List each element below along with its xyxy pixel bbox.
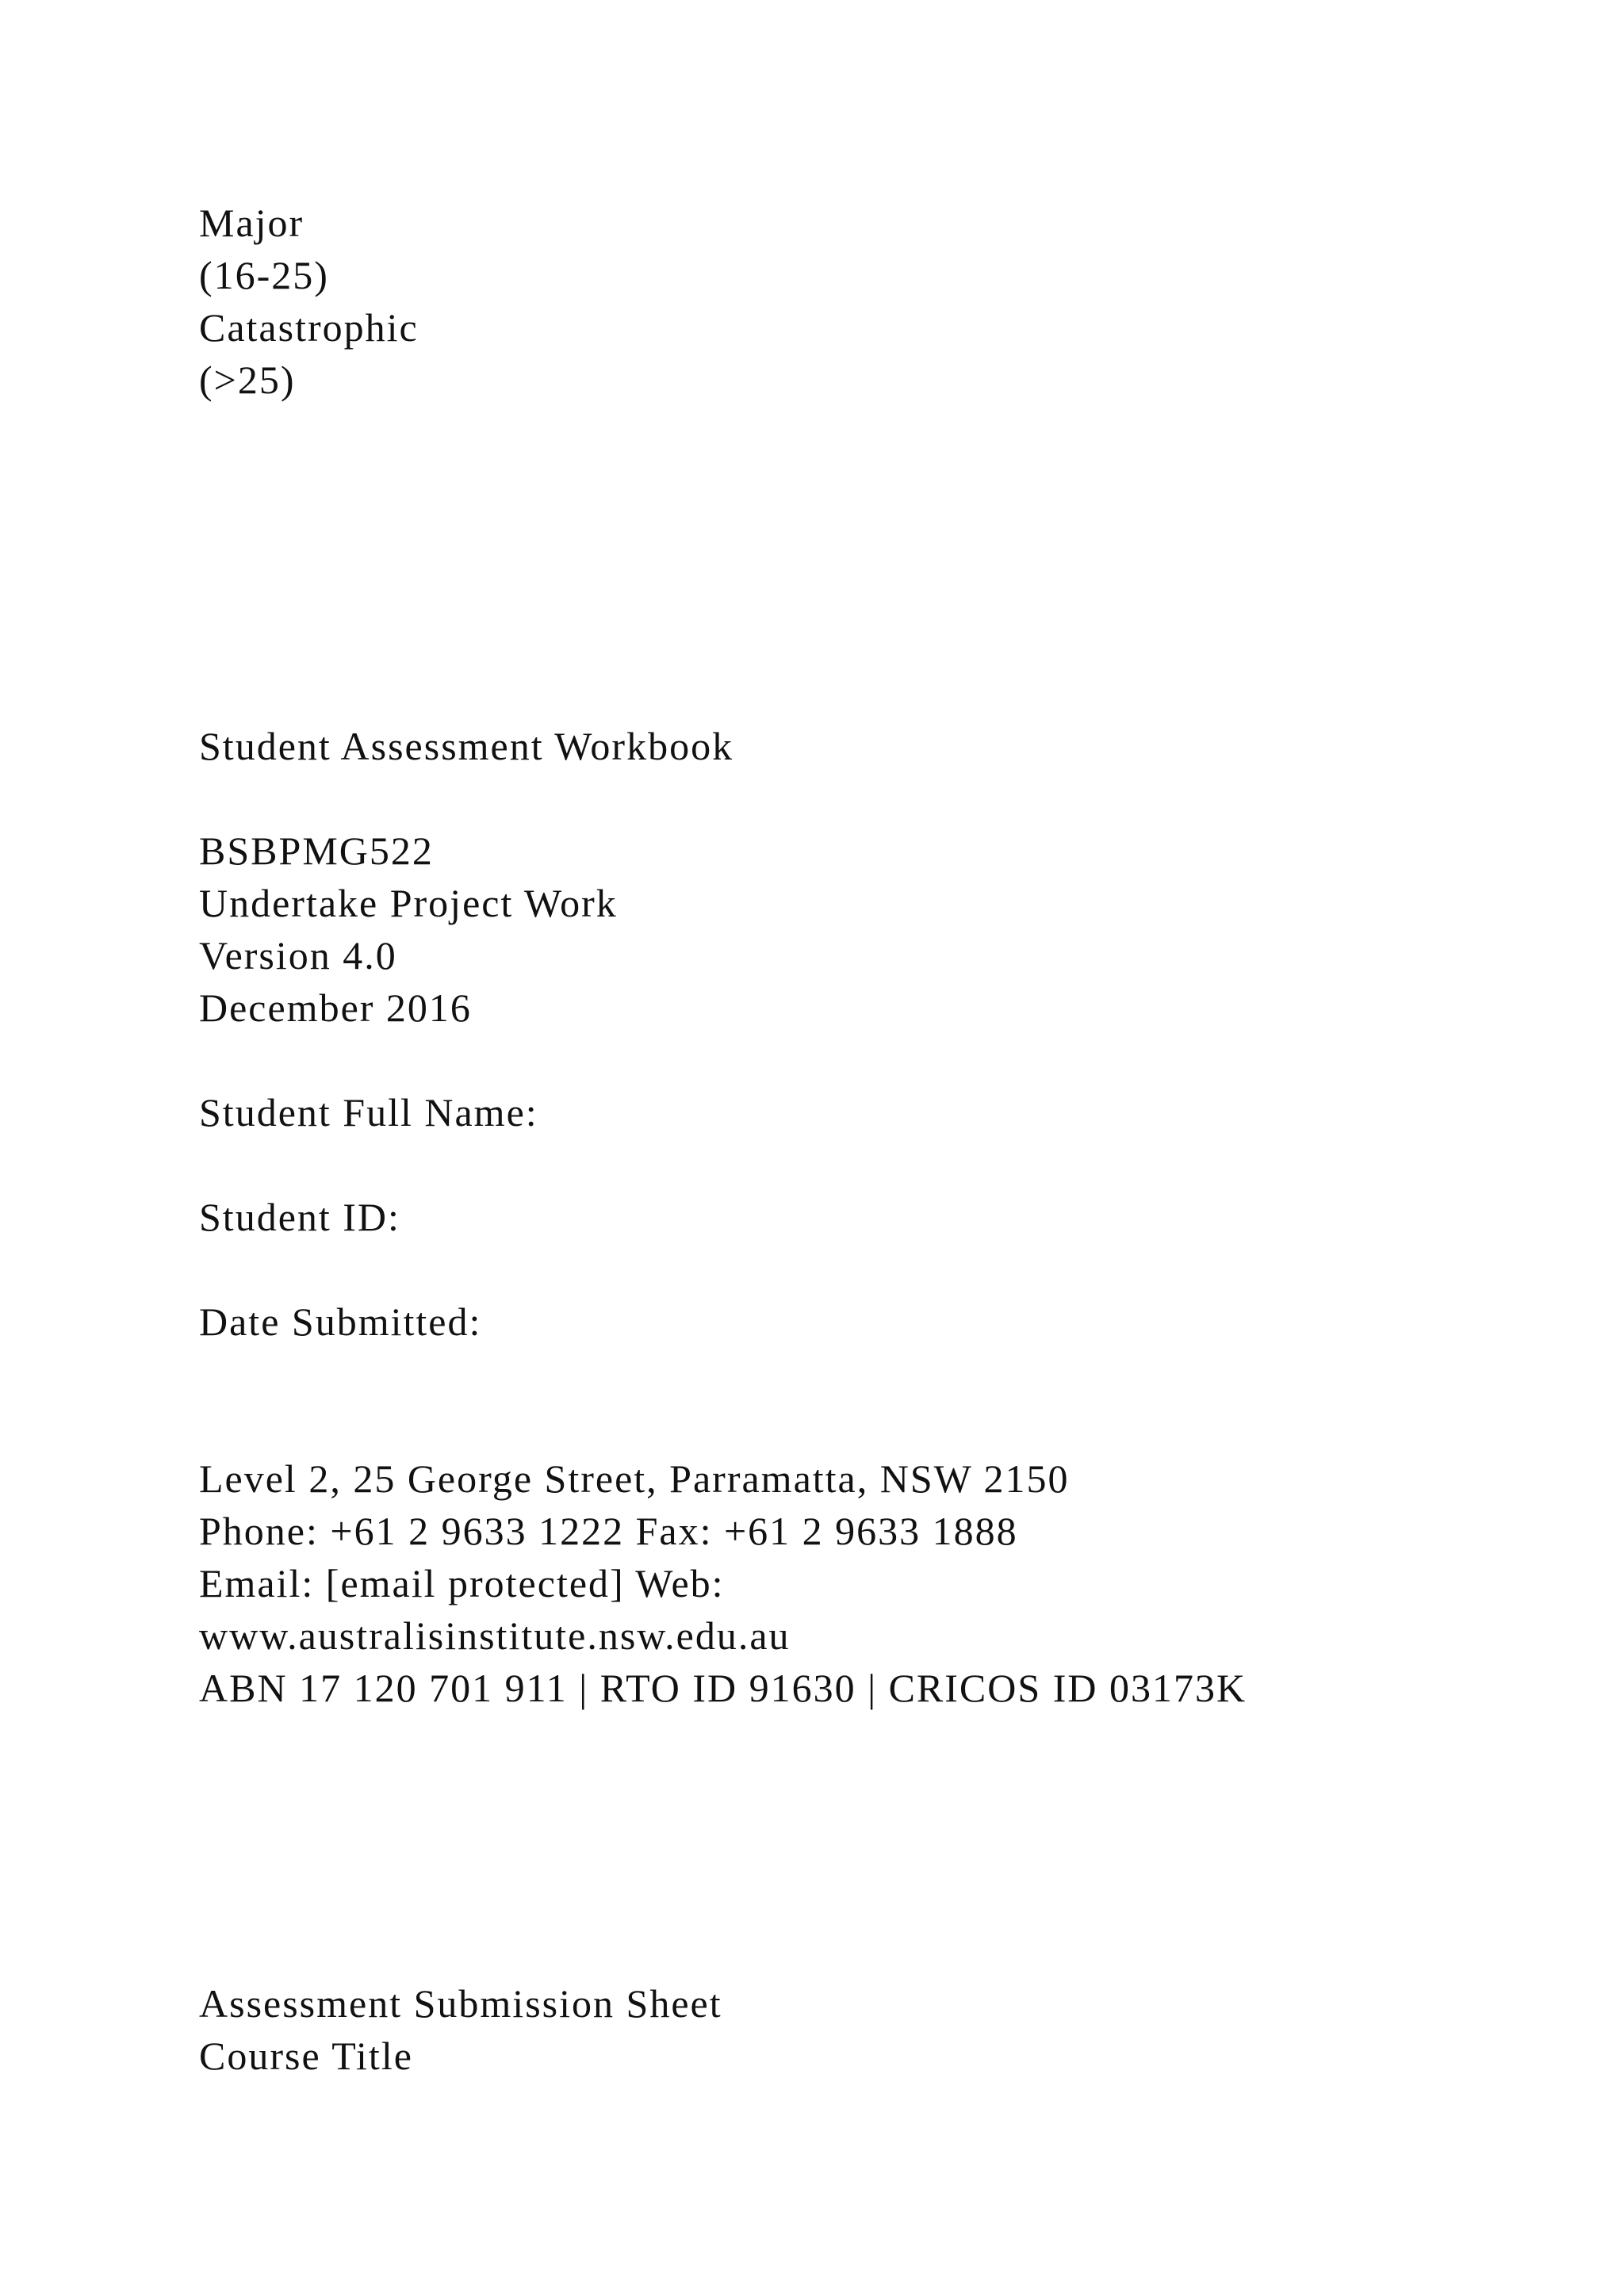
version-label: Version 4.0 xyxy=(199,933,397,978)
workbook-title: Student Assessment Workbook xyxy=(199,724,734,768)
risk-rating-fragment xyxy=(199,197,419,406)
risk-level-catastrophic: Catastrophic xyxy=(199,305,419,350)
course-title-label: Course Title xyxy=(199,2034,413,2078)
issue-date: December 2016 xyxy=(199,985,472,1030)
submission-sheet-heading: Assessment Submission Sheet xyxy=(199,1981,722,2026)
student-id-label: Student ID: xyxy=(199,1195,400,1239)
risk-range-major: (16-25) xyxy=(199,253,329,297)
student-full-name-label: Student Full Name: xyxy=(199,1090,538,1135)
unit-code: BSBPMG522 xyxy=(199,828,434,873)
risk-range-catastrophic: (>25) xyxy=(199,358,296,402)
address-line: Level 2, 25 George Street, Parramatta, NSW 2150 xyxy=(199,1456,1070,1501)
website-line: www.australisinstitute.nsw.edu.au xyxy=(199,1613,791,1658)
cover-section xyxy=(199,720,733,1348)
contact-section xyxy=(199,1452,1247,1714)
submission-section xyxy=(199,1977,722,2082)
phone-fax-line: Phone: +61 2 9633 1222 Fax: +61 2 9633 1888 xyxy=(199,1509,1018,1553)
date-submitted-label: Date Submitted: xyxy=(199,1299,482,1344)
risk-level-major: Major xyxy=(199,201,304,245)
registration-line: ABN 17 120 701 911 | RTO ID 91630 | CRICOS ID 03173K xyxy=(199,1666,1247,1710)
unit-title: Undertake Project Work xyxy=(199,881,618,925)
email-web-line: Email: [email protected] Web: xyxy=(199,1561,725,1605)
